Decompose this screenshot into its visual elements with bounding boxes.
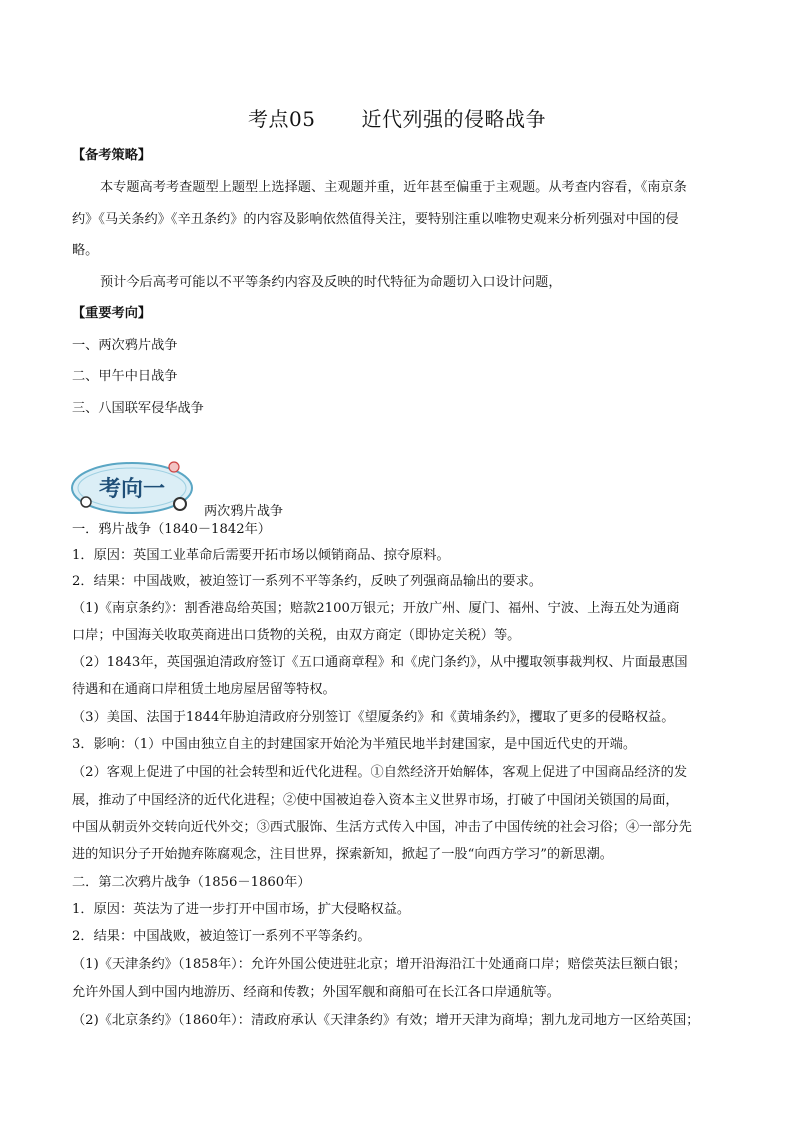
body-line: 2．结果：中国战败，被迫签订一系列不平等条约。 (72, 929, 371, 944)
focus-heading: 【重要考向】 (72, 306, 152, 321)
body-line: 1．原因：英法为了进一步打开中国市场，扩大侵略权益。 (72, 902, 411, 917)
strategy-line: 约》《马关条约》《辛丑条约》的内容及影响依然值得关注，要特别注重以唯物史观来分析列强对中国的侵 (72, 212, 679, 227)
body-line: 口岸；中国海关收取英商进出口货物的关税，由双方商定（即协定关税）等。 (72, 628, 521, 643)
focus-item: 三、八国联军侵华战争 (72, 401, 204, 416)
body-line: 展，推动了中国经济的近代化进程；②使中国被迫卷入资本主义世界市场，打破了中国闭关锁国的局面， (72, 793, 679, 808)
body-line: 1．原因：英国工业革命后需要开拓市场以倾销商品、掠夺原料。 (72, 548, 450, 563)
badge-text: 考向一 (98, 477, 166, 502)
strategy-line: 预计今后高考可能以不平等条约内容及反映的时代特征为命题切入口设计问题， (100, 275, 562, 290)
body-line: 二．第二次鸦片战争（1856－1860年） (72, 875, 311, 890)
body-line: （1)《天津条约》（1858年）：允许外国公使进驻北京；增开沿海沿江十处通商口岸；赔偿英法巨额白银； (72, 957, 687, 972)
body-line: （2)《北京条约》（1860年）：清政府承认《天津条约》有效；增开天津为商埠；割九龙司地方一区给英国； (72, 1013, 700, 1028)
strategy-line: 略。 (72, 243, 99, 258)
body-line: 一．鸦片战争（1840－1842年） (72, 522, 271, 537)
strategy-heading: 【备考策略】 (72, 148, 152, 163)
topic-badge (70, 458, 202, 516)
badge-emblem-icon (70, 458, 202, 516)
body-line: （3）美国、法国于1844年胁迫清政府分别签订《望厦条约》和《黄埔条约》，攫取了更多的侵略权益。 (72, 710, 675, 725)
body-line: 待遇和在通商口岸租赁土地房屋居留等特权。 (72, 682, 336, 697)
strategy-line: 本专题高考考查题型上题型上选择题、主观题并重，近年甚至偏重于主观题。从考查内容看，《南京条 (100, 180, 687, 195)
body-line: 3．影响：（1）中国由独立自主的封建国家开始沦为半殖民地半封建国家，是中国近代史的开端。 (72, 737, 637, 752)
body-line: 中国从朝贡外交转向近代外交；③西式服饰、生活方式传入中国，冲击了中国传统的社会习俗；④一部分先 (72, 820, 692, 835)
title-text: 近代列强的侵略战争 (361, 107, 546, 131)
body-line: 允许外国人到中国内地游历、经商和传教；外国军舰和商船可在长江各口岸通航等。 (72, 985, 560, 1000)
badge-caption: 两次鸦片战争 (204, 504, 284, 519)
page-title (0, 103, 794, 132)
title-number: 考点05 (248, 107, 316, 131)
focus-item: 二、甲午中日战争 (72, 369, 178, 384)
body-line: 2．结果：中国战败，被迫签订一系列不平等条约，反映了列强商品输出的要求。 (72, 574, 542, 589)
focus-item: 一、两次鸦片战争 (72, 338, 178, 353)
body-line: （1)《南京条约》：割香港岛给英国；赔款2100万银元；开放广州、厦门、福州、宁波、上海五处为通商 (72, 601, 680, 616)
body-line: （2）客观上促进了中国的社会转型和近代化进程。①自然经济开始解体，客观上促进了中国商品经济的发 (72, 765, 688, 780)
body-line: （2）1843年，英国强迫清政府签订《五口通商章程》和《虎门条约》，从中攫取领事裁判权、片面最惠国 (72, 655, 688, 670)
body-line: 进的知识分子开始抛弃陈腐观念，注目世界，探索新知，掀起了一股“向西方学习”的新思潮。 (72, 847, 613, 862)
